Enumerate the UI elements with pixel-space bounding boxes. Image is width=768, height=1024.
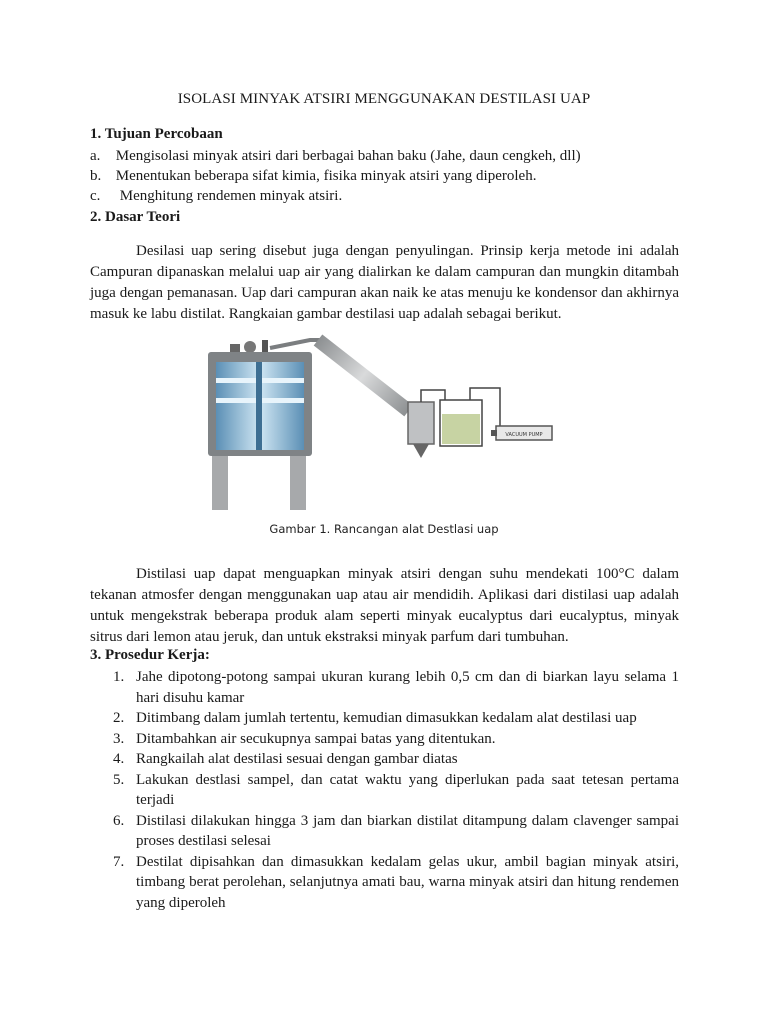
- step-text: Destilat dipisahkan dan dimasukkan kedalam gelas ukur, ambil bagian minyak atsiri, timbang berat perolehan, selanjutnya amati bau, warna minyak atsiri dan hitung rendemen yang diperoleh: [136, 853, 679, 911]
- tank-shaft: [256, 362, 262, 450]
- step-text: Ditambahkan air secukupnya sampai batas yang ditentukan.: [136, 730, 496, 747]
- step-number: 6.: [113, 812, 125, 829]
- pressure-gauge-icon: [244, 341, 256, 353]
- objective-label: c.: [90, 188, 101, 204]
- step-number: 5.: [113, 771, 125, 788]
- pump-connector: [491, 430, 497, 436]
- tank-leg: [290, 450, 306, 510]
- step-number: 7.: [113, 853, 125, 870]
- theory-paragraph-2-text: Distilasi uap dapat menguapkan minyak atsiri dengan suhu mendekati 100°C dalam tekanan atmosfer dengan menggunakan uap atau air mendidih. Aplikasi dari distilasi uap adalah untuk mengekstrak beberapa produk alam seperti minyak eucalyptus dari eucalyptus, minyak sitrus dari lemon atau jeruk, dan untuk ekstraksi minyak parfum dari tumbuhan.: [90, 566, 679, 645]
- objective-item: [90, 168, 536, 185]
- objective-text: Menghitung rendemen minyak atsiri.: [119, 188, 343, 204]
- procedure-list: [90, 667, 679, 913]
- step-text: Ditimbang dalam jumlah tertentu, kemudian dimasukkan kedalam alat destilasi uap: [136, 710, 637, 726]
- step-text: Lakukan destlasi sampel, dan catat waktu yang diperlukan pada saat tetesan pertama terjadi: [136, 771, 679, 808]
- step-text: Jahe dipotong-potong sampai ukuran kurang lebih 0,5 cm dan di biarkan layu selama 1 hari disuhu kamar: [136, 669, 679, 706]
- tank-leg: [212, 450, 228, 510]
- procedure-step: [90, 852, 679, 914]
- theory-paragraph-1: [90, 241, 679, 325]
- document-title: ISOLASI MINYAK ATSIRI MENGGUNAKAN DESTILASI UAP: [177, 91, 591, 107]
- separator-outlet: [413, 444, 429, 458]
- objective-text: Mengisolasi minyak atsiri dari berbagai bahan baku (Jahe, daun cengkeh, dll): [115, 148, 581, 164]
- step-number: 4.: [113, 751, 125, 767]
- objective-label: a.: [90, 148, 101, 164]
- procedure-step: [90, 729, 679, 750]
- step-number: 2.: [113, 710, 125, 726]
- vapor-pipe: [270, 340, 320, 348]
- step-text: Distilasi dilakukan hingga 3 jam dan biarkan distilat ditampung dalam clavenger sampai proses destilasi selesai: [136, 812, 679, 849]
- procedure-step: [90, 811, 679, 852]
- procedure-step: [90, 708, 679, 729]
- distillate-liquid: [442, 414, 480, 444]
- procedure-step: [90, 770, 679, 811]
- figure-caption: Gambar 1. Rancangan alat Destlasi uap: [269, 522, 499, 536]
- inlet-pipe: [262, 340, 268, 354]
- step-number: 3.: [113, 730, 125, 747]
- objective-item: [90, 188, 342, 205]
- condenser: [314, 334, 413, 416]
- section-heading-dasar-teori: 2. Dasar Teori: [90, 209, 181, 225]
- procedure-step: [90, 667, 679, 708]
- objective-label: b.: [90, 168, 102, 184]
- theory-paragraph-2: [90, 564, 679, 648]
- step-text: Rangkailah alat destilasi sesuai dengan gambar diatas: [136, 751, 458, 767]
- distillation-diagram: [200, 330, 570, 515]
- separator-vessel: [408, 402, 434, 444]
- section-heading-tujuan: 1. Tujuan Percobaan: [90, 126, 223, 142]
- valve-icon: [230, 344, 240, 352]
- procedure-step: [90, 749, 679, 770]
- section-heading-prosedur: 3. Prosedur Kerja:: [90, 647, 210, 663]
- objective-item: [90, 148, 581, 165]
- step-number: 1.: [113, 669, 125, 685]
- objective-text: Menentukan beberapa sifat kimia, fisika minyak atsiri yang diperoleh.: [115, 168, 537, 184]
- theory-paragraph-1-text: Desilasi uap sering disebut juga dengan penyulingan. Prinsip kerja metode ini adalah Campuran dipanaskan melalui uap air yang dialirkan ke dalam campuran dan mungkin ditambah juga dengan pemanasan. Uap dari campuran akan naik ke atas menuju ke kondensor dan akhirnya masuk ke labu distilat. Rangkaian gambar destilasi uap adalah sebagai berikut.: [90, 243, 679, 322]
- vacuum-pump-label: VACUUM PUMP: [505, 432, 543, 438]
- condenser-tube: [314, 334, 413, 416]
